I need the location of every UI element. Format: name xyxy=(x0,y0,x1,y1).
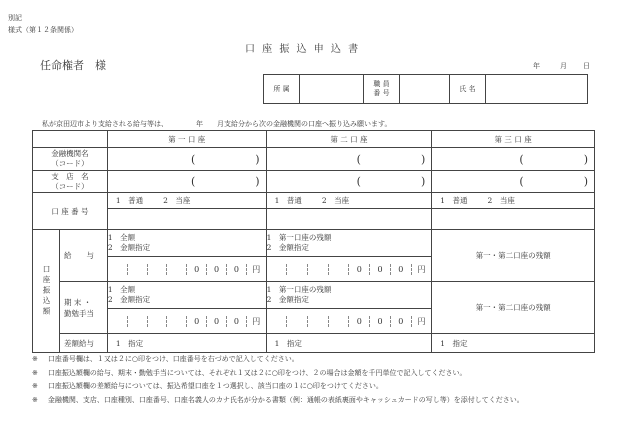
corner-cell xyxy=(33,131,108,148)
salary-label: 給 与 xyxy=(59,230,107,282)
name-field[interactable] xyxy=(486,75,588,104)
notes-list xyxy=(32,353,610,407)
addressee: 任命権者 様 xyxy=(40,59,106,72)
applicant-info-table xyxy=(263,74,588,104)
bonus-options-1[interactable]: 1 全額 2 金額指定 xyxy=(107,282,266,309)
bank-name-field-2[interactable]: ( ) xyxy=(266,148,432,171)
branch-name-field-1[interactable]: ( ) xyxy=(107,171,266,193)
account-number-grid-1[interactable] xyxy=(107,209,266,230)
name-label: 氏 名 xyxy=(450,75,486,104)
bonus-remainder-3: 第一・第二口座の残額 xyxy=(432,282,595,334)
note-item: ※ 口座振込額欄の差額給与については、振込希望口座を１つ選択し、該当口座の１に○印をつけてください。 xyxy=(32,382,383,390)
column-header-account-1: 第 一 口 座 xyxy=(107,131,266,148)
bank-name-field-1[interactable]: ( ) xyxy=(107,148,266,171)
salary-amount-grid-2[interactable]: 0 0 0 円 xyxy=(266,257,432,282)
appendix-label: 別記 xyxy=(8,14,22,22)
branch-name-field-3[interactable]: ( ) xyxy=(432,171,595,193)
date-month: 月 xyxy=(560,62,567,70)
transfer-amount-label: 口座振込額 xyxy=(33,230,60,353)
column-header-account-2: 第 二 口 座 xyxy=(266,131,432,148)
intro-text: 私が京田辺市より支給される給与等は、 年 月支給分から次の金融機関の口座へ振り込み願います。 xyxy=(42,120,392,128)
difference-pay-label: 差額給与 xyxy=(59,334,107,353)
account-type-3[interactable]: 1 普通 2 当座 xyxy=(432,193,595,209)
bank-name-label: 金融機関名 （コード） xyxy=(33,148,108,171)
staff-number-field[interactable] xyxy=(400,75,450,104)
column-header-account-3: 第 三 口 座 xyxy=(432,131,595,148)
salary-options-2[interactable]: 1 第一口座の残額 2 金額指定 xyxy=(266,230,432,257)
date-day: 日 xyxy=(583,62,590,70)
bank-name-field-3[interactable]: ( ) xyxy=(432,148,595,171)
account-number-grid-2[interactable] xyxy=(266,209,432,230)
bank-accounts-table xyxy=(32,130,595,353)
staff-number-label: 職 員 番 号 xyxy=(364,75,400,104)
difference-pay-option-3[interactable]: 1 指定 xyxy=(432,334,595,353)
salary-amount-grid-1[interactable]: 0 0 0 円 xyxy=(107,257,266,282)
form-reference: 様式（第１２条関係） xyxy=(8,26,78,34)
note-item: ※ 金融機関、支店、口座種別、口座番号、口座名義人のカナ氏名が分かる書類（例：通帳の表紙裏面やキャッシュカードの写し等）を添付してください。 xyxy=(32,395,524,404)
difference-pay-option-2[interactable]: 1 指定 xyxy=(266,334,432,353)
note-item: ※ 口座番号欄は、１又は２に○印をつけ、口座番号を右づめで記入してください。 xyxy=(32,355,299,363)
account-type-2[interactable]: 1 普通 2 当座 xyxy=(266,193,432,209)
affiliation-label: 所 属 xyxy=(264,75,300,104)
bonus-options-2[interactable]: 1 第一口座の残額 2 金額指定 xyxy=(266,282,432,309)
account-number-grid-3[interactable] xyxy=(432,209,595,230)
affiliation-field[interactable] xyxy=(300,75,364,104)
salary-remainder-3: 第一・第二口座の残額 xyxy=(432,230,595,282)
salary-options-1[interactable]: 1 全額 2 金額指定 xyxy=(107,230,266,257)
branch-name-field-2[interactable]: ( ) xyxy=(266,171,432,193)
account-number-label: 口 座 番 号 xyxy=(33,193,108,230)
page-title: 口 座 振 込 申 込 書 xyxy=(245,44,361,55)
branch-name-label: 支 店 名 （コード） xyxy=(33,171,108,193)
bonus-amount-grid-1[interactable]: 0 0 0 円 xyxy=(107,309,266,334)
date-year: 年 xyxy=(533,62,540,70)
account-type-1[interactable]: 1 普通 2 当座 xyxy=(107,193,266,209)
difference-pay-option-1[interactable]: 1 指定 xyxy=(107,334,266,353)
note-item: ※ 口座振込額欄の給与、期末・勤勉手当については、それぞれ１又は２に○印をつけ、２の場合は金額を千円単位で記入してください。 xyxy=(32,368,467,377)
bonus-label: 期 末 ・ 勤勉手当 xyxy=(59,282,107,334)
bonus-amount-grid-2[interactable]: 0 0 0 円 xyxy=(266,309,432,334)
